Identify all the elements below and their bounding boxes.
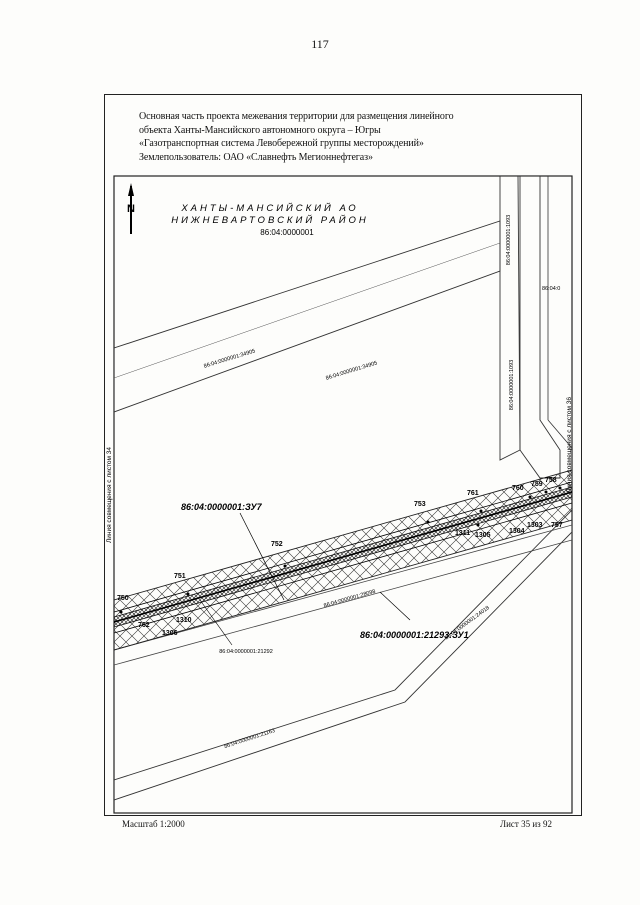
vertical-strip-1093-b — [518, 176, 560, 478]
parcel-label-1093-a: 86:04:0000001:1093 — [506, 214, 512, 266]
road-strip-centerline — [114, 243, 500, 378]
side-label-left: Линия совмещения с листом 34 — [106, 446, 113, 544]
quarter-label: 86:04:0000001 — [260, 228, 314, 237]
parcel-label-1093-b: 86:04:0000001:1093 — [509, 359, 515, 411]
header-line-1: Основная часть проекта межевания территории для размещения линейного — [139, 111, 454, 122]
point-751: 751 — [174, 573, 186, 580]
point-1310: 1310 — [176, 617, 192, 624]
leader-21293 — [380, 592, 410, 620]
point-762: 762 — [138, 622, 150, 629]
parcel-21293-label: 86:04:0000001:21293:ЗУ1 — [360, 630, 469, 640]
point-1304: 1304 — [509, 528, 525, 535]
region-label-line1: ХАНТЫ-МАНСИЙСКИЙ АО — [181, 203, 359, 214]
header-line-4: Землепользователь: ОАО «Славнефть Мегионнефтегаз» — [139, 151, 373, 163]
point-1303: 1303 — [527, 522, 543, 529]
parcel-label-28098: 86:04:0000001:28098 — [323, 588, 377, 610]
point-760: 760 — [512, 485, 524, 492]
pipeline-offset-lower — [114, 503, 572, 633]
parcel-label-cut: 86:04:0 — [542, 286, 561, 292]
parcel-label-21292: 86:04:0000001:21292 — [219, 649, 273, 655]
point-1311: 1311 — [455, 530, 471, 537]
point-758: 758 — [545, 477, 557, 484]
point-759: 759 — [531, 481, 543, 488]
region-label-line2: НИЖНЕВАРТОВСКИЙ РАЙОН — [171, 215, 369, 226]
point-752: 752 — [271, 541, 283, 548]
point-753: 753 — [414, 501, 426, 508]
north-label: N — [127, 203, 135, 215]
sheet-number: Лист 35 из 92 — [500, 819, 552, 829]
parcel-zu7-label: 86:04:0000001:ЗУ7 — [181, 502, 262, 512]
parcel-label-34905-upper: 86:04:0000001:34905 — [203, 348, 257, 370]
point-1306: 1306 — [162, 630, 178, 637]
point-1305: 1305 — [475, 532, 491, 539]
point-761: 761 — [467, 490, 479, 497]
header-line-2: объекта Ханты-Мансийского автономного округа – Югры — [139, 124, 381, 136]
point-757: 757 — [551, 522, 563, 529]
page-number: 117 — [311, 37, 329, 51]
map-scale: Масштаб 1:2000 — [122, 819, 185, 829]
side-label-right: Линия совмещения с листом 36 — [566, 396, 573, 494]
parcel-label-24018: 86:04:0000001:24018 — [443, 605, 491, 642]
parcel-label-34905-lower: 86:04:0000001:34905 — [325, 360, 379, 382]
point-750: 750 — [117, 595, 129, 602]
header-line-3: «Газотранспортная система Левобережной группы месторождений» — [139, 138, 424, 150]
road-strip-34905 — [114, 221, 500, 412]
parcel-label-21163: 86:04:0000001:21163 — [223, 727, 276, 751]
